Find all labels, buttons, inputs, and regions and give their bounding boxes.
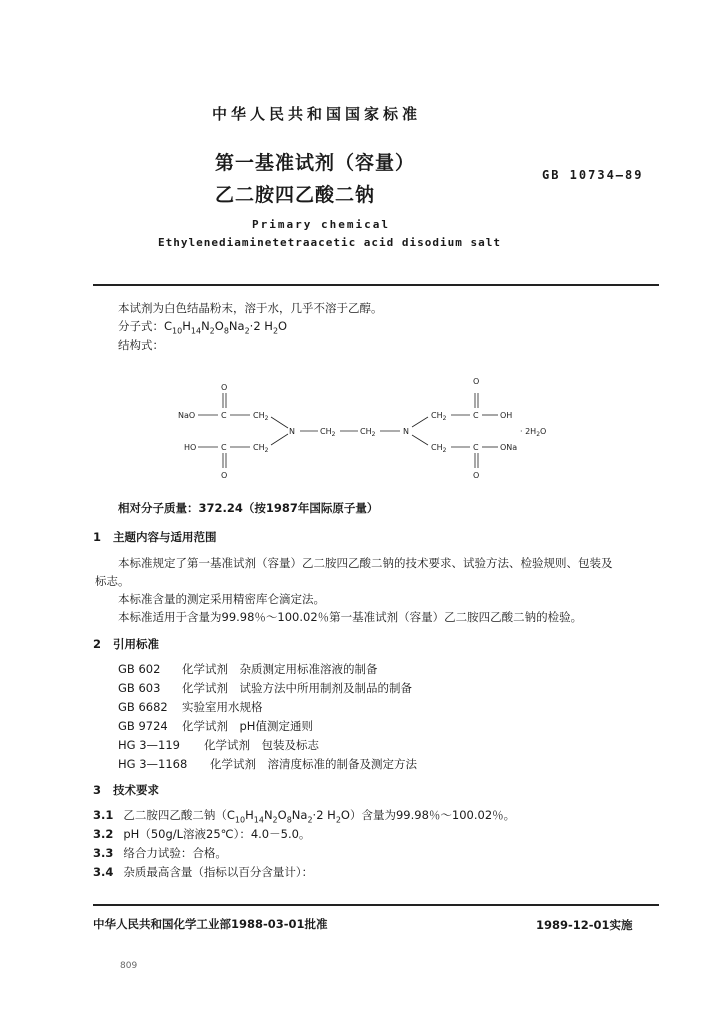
atom-n-left: N: [289, 427, 295, 436]
atom-c-upper-right: C: [473, 411, 479, 420]
reference-standard-item: HG 3—1168 化学试剂 溶清度标准的制备及测定方法: [118, 757, 417, 771]
section-1-paragraph-1: 本标准规定了第一基准试剂（容量）乙二胺四乙酸二钠的技术要求、试验方法、检验规则、包装及: [118, 556, 613, 570]
english-title-line2: Ethylenediaminetetraacetic acid disodium salt: [158, 236, 502, 249]
ch2-lower-left: $CH_2$: [253, 443, 269, 454]
section-1-heading: 1 主题内容与适用范围: [93, 530, 217, 544]
section-1-paragraph-1-cont: 标志。: [95, 574, 130, 588]
description-text: 本试剂为白色结晶粉末，溶于水，几乎不溶于乙醇。: [118, 301, 383, 315]
group-oh: OH: [500, 411, 513, 420]
section-1-paragraph-2: 本标准含量的测定采用精密库仑滴定法。: [118, 592, 325, 606]
requirement-3-3: 3.3 络合力试验：合格。: [93, 846, 227, 860]
formula-label: 分子式：: [118, 319, 164, 333]
atom-c-upper-left: C: [221, 411, 227, 420]
effective-date: 1989-12-01实施: [536, 918, 633, 932]
atom-n-right: N: [403, 427, 409, 436]
structure-label: 结构式：: [118, 338, 164, 352]
ch2-bridge-right: $CH_2$: [360, 427, 376, 438]
atom-o-bottom-left: O: [221, 471, 228, 480]
molecular-formula: 分子式：$C_{10}H_{14}N_2O_8Na_2\cdot 2$ $H_2O$: [118, 319, 288, 336]
requirement-3-2: 3.2 pH（50g/L溶液25℃）：4.0－5.0。: [93, 827, 311, 841]
atom-c-lower-right: C: [473, 443, 479, 452]
header-divider: [93, 284, 659, 286]
water-of-crystallization: · $2H_2O$: [520, 427, 547, 438]
reference-standard-item: GB 603 化学试剂 试验方法中所用制剂及制品的制备: [118, 681, 412, 695]
structural-formula-diagram: [170, 372, 570, 484]
document-title-line1: 第一基准试剂（容量）: [215, 152, 416, 174]
section-2-heading: 2 引用标准: [93, 637, 160, 651]
atom-o-top-right: O: [473, 377, 480, 386]
relative-molecular-mass: 相对分子质量：372.24（按1987年国际原子量）: [118, 501, 379, 515]
ch2-upper-right: $CH_2$: [431, 411, 447, 422]
section-1-paragraph-3: 本标准适用于含量为99.98％～100.02％第一基准试剂（容量）乙二胺四乙酸二钠的检验。: [118, 610, 583, 624]
group-ho: HO: [184, 443, 197, 452]
section-3-heading: 3 技术要求: [93, 783, 160, 797]
atom-o-top-left: O: [221, 383, 228, 392]
approval-statement: 中华人民共和国化学工业部1988-03-01批准: [93, 917, 328, 931]
reference-standard-item: HG 3—119 化学试剂 包装及标志: [118, 738, 319, 752]
page-number: 809: [120, 961, 138, 971]
group-nao: NaO: [178, 411, 196, 420]
requirement-3-1: 3.1 乙二胺四乙酸二钠（$C_{10}H_{14}N_2O_8Na_2\cdot 2$ $H_2O$）含量为99.98％～100.02％。: [93, 808, 516, 825]
ch2-upper-left: $CH_2$: [253, 411, 269, 422]
reference-standard-item: GB 9724 化学试剂 pH值测定通则: [118, 719, 313, 733]
group-ona: ONa: [500, 443, 518, 452]
reference-standard-item: GB 6682 实验室用水规格: [118, 700, 263, 714]
footer-divider: [93, 904, 659, 906]
ch2-lower-right: $CH_2$: [431, 443, 447, 454]
english-title-line1: Primary chemical: [252, 218, 390, 231]
document-title-line2: 乙二胺四乙酸二钠: [215, 184, 376, 206]
ch2-bridge-left: $CH_2$: [320, 427, 336, 438]
requirement-3-4: 3.4 杂质最高含量（指标以百分含量计）：: [93, 865, 314, 879]
atom-c-lower-left: C: [221, 443, 227, 452]
country-standard-title: 中华人民共和国国家标准: [212, 105, 422, 123]
standard-code: GB 10734—89: [542, 168, 644, 182]
reference-standard-item: GB 602 化学试剂 杂质测定用标准溶液的制备: [118, 662, 378, 676]
atom-o-bottom-right: O: [473, 471, 480, 480]
